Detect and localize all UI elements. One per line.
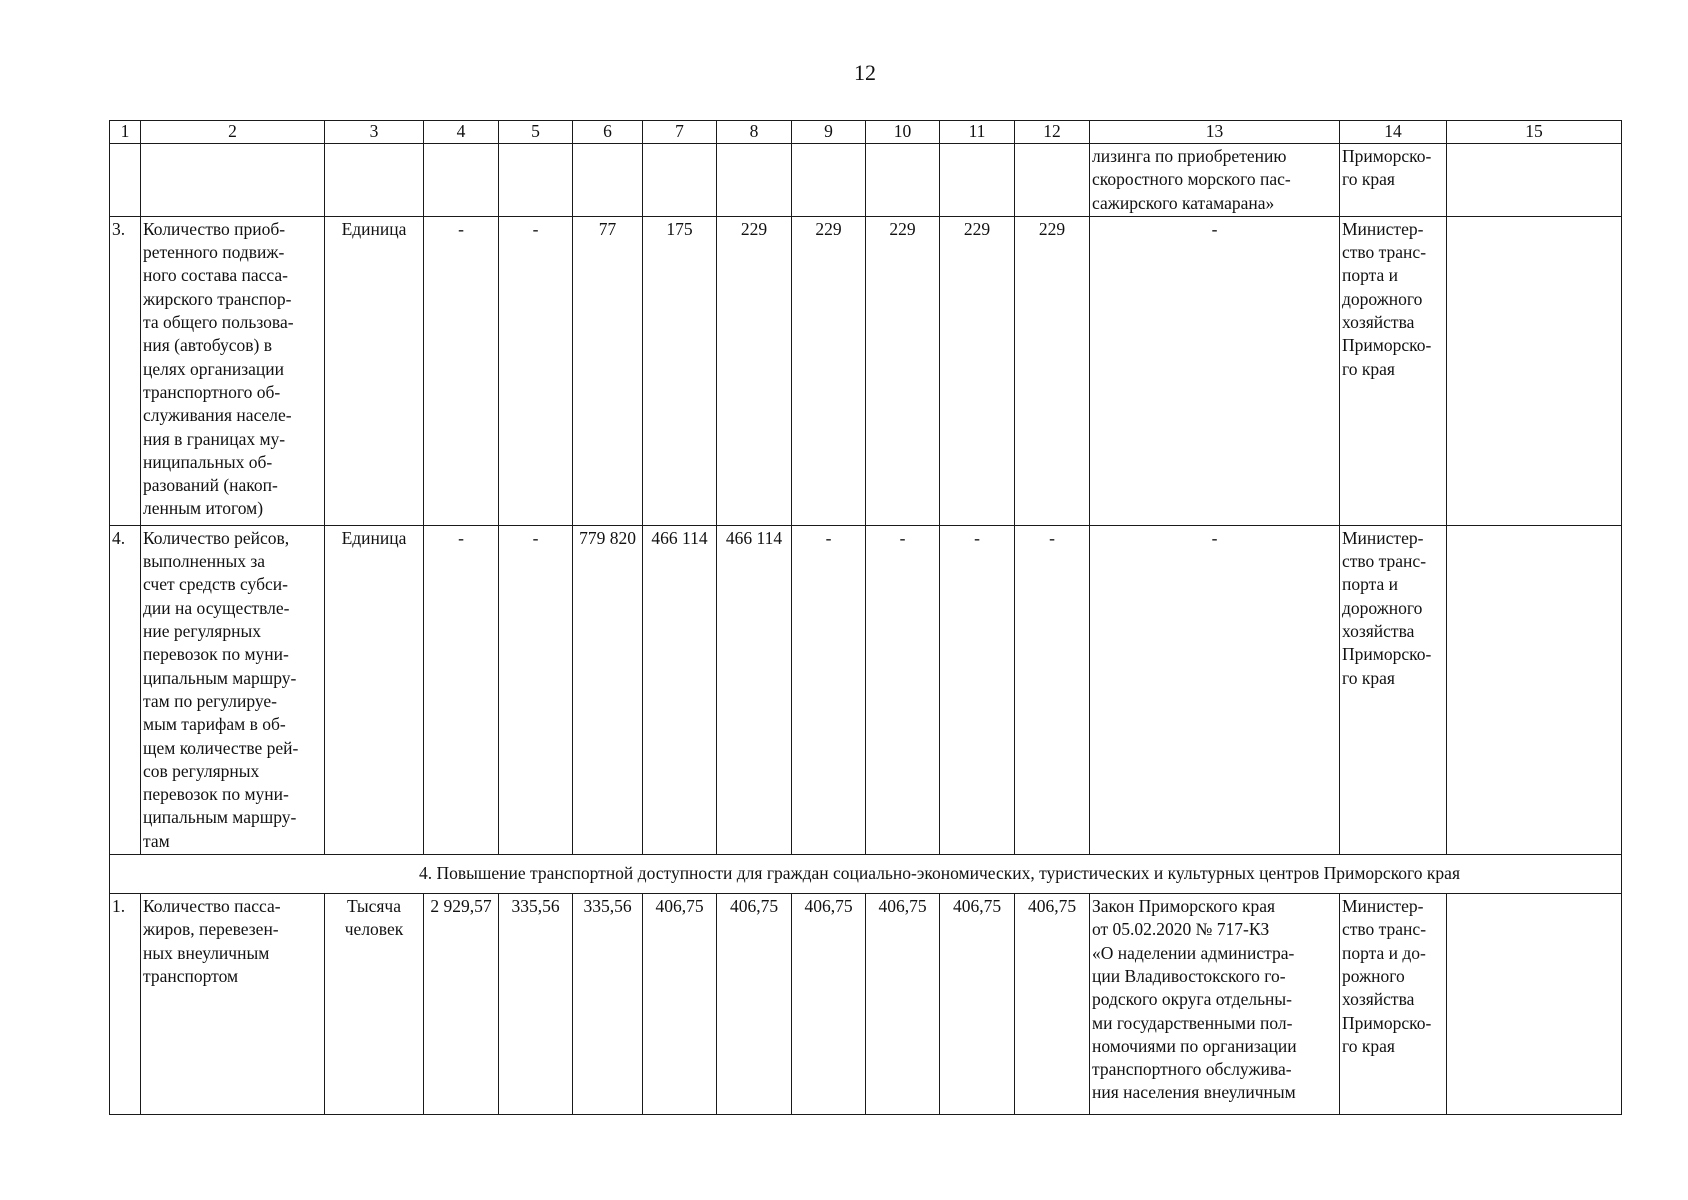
value-cell: - [940,525,1015,854]
cell [424,144,499,217]
value-cell: - [424,525,499,854]
header-cell: 6 [573,121,643,144]
column-number-row [110,121,1622,144]
responsible-cell: Приморско- го края [1340,144,1447,217]
value-cell: 406,75 [792,894,866,1115]
section-title: 4. Повышение транспортной доступности для граждан социально-экономических, туристических и культурных центров Приморского края [110,855,1622,894]
page-number: 12 [854,60,876,85]
cell [1015,144,1090,217]
header-cell: 15 [1447,121,1622,144]
row-number: 3. [110,216,141,525]
legal-basis-cell: Закон Приморского края от 05.02.2020 № 717-КЗ «О наделении администра- ции Владивостокского го- родского округа отдельны- ми государственными пол- номочиями по организации транспортного обслужива- ния населения внеуличным [1090,894,1340,1115]
indicator-name: Количество пасса- жиров, перевезен- ных внеуличным транспортом [141,894,325,1115]
value-cell: 466 114 [717,525,792,854]
value-cell: - [499,216,573,525]
header-cell: 13 [1090,121,1340,144]
cell [1447,525,1622,854]
header-cell: 5 [499,121,573,144]
value-cell: - [424,216,499,525]
row-number: 1. [110,894,141,1115]
header-cell: 14 [1340,121,1447,144]
table-row [110,216,1622,525]
row-number: 4. [110,525,141,854]
section-heading-row [110,855,1622,894]
legal-basis-cell: - [1090,216,1340,525]
value-cell: 406,75 [643,894,717,1115]
value-cell: 335,56 [499,894,573,1115]
value-cell: 77 [573,216,643,525]
table-row [110,525,1622,854]
legal-basis-cell: лизинга по приобретению скоростного морского пас- сажирского катамарана» [1090,144,1340,217]
header-cell: 10 [866,121,940,144]
legal-basis-cell: - [1090,525,1340,854]
value-cell: 229 [792,216,866,525]
cell [866,144,940,217]
unit-cell: Тысяча человек [325,894,424,1115]
cell [940,144,1015,217]
value-cell: - [499,525,573,854]
value-cell: 406,75 [717,894,792,1115]
value-cell: - [1015,525,1090,854]
cell [1447,894,1622,1115]
value-cell: 406,75 [940,894,1015,1115]
cell [325,144,424,217]
value-cell: 466 114 [643,525,717,854]
value-cell: - [866,525,940,854]
indicator-name: Количество рейсов, выполненных за счет средств субси- дии на осуществле- ние регулярных перевозок по муни- ципальным маршру- там по регулируе- мым тарифам в об- щем количестве рей- сов регулярных перевозок по муни- ципальным маршру- там [141,525,325,854]
responsible-cell: Министер- ство транс- порта и до- рожного хозяйства Приморско- го края [1340,894,1447,1115]
value-cell: 175 [643,216,717,525]
indicator-name: Количество приоб- ретенного подвиж- ного состава пасса- жирского транспор- та общего пользова- ния (автобусов) в целях организации транспортного об- служивания населе- ния в границах му- ниципальных об- разований (накоп- ленным итогом) [141,216,325,525]
value-cell: 406,75 [866,894,940,1115]
value-cell: - [792,525,866,854]
cell [792,144,866,217]
value-cell: 229 [866,216,940,525]
header-cell: 1 [110,121,141,144]
value-cell: 779 820 [573,525,643,854]
table-row [110,894,1622,1115]
indicators-table [109,120,1622,1115]
value-cell: 229 [1015,216,1090,525]
cell [1447,144,1622,217]
header-cell: 8 [717,121,792,144]
value-cell: 229 [717,216,792,525]
cell [717,144,792,217]
cell [141,144,325,217]
cell [573,144,643,217]
header-cell: 4 [424,121,499,144]
cell [499,144,573,217]
value-cell: 406,75 [1015,894,1090,1115]
responsible-cell: Министер- ство транс- порта и дорожного хозяйства Приморско- го края [1340,216,1447,525]
cell [643,144,717,217]
header-cell: 12 [1015,121,1090,144]
header-cell: 9 [792,121,866,144]
header-cell: 7 [643,121,717,144]
header-cell: 3 [325,121,424,144]
header-cell: 11 [940,121,1015,144]
unit-cell: Единица [325,216,424,525]
cell [110,144,141,217]
value-cell: 229 [940,216,1015,525]
unit-cell: Единица [325,525,424,854]
table-row [110,144,1622,217]
value-cell: 335,56 [573,894,643,1115]
responsible-cell: Министер- ство транс- порта и дорожного хозяйства Приморско- го края [1340,525,1447,854]
header-cell: 2 [141,121,325,144]
cell [1447,216,1622,525]
value-cell: 2 929,57 [424,894,499,1115]
